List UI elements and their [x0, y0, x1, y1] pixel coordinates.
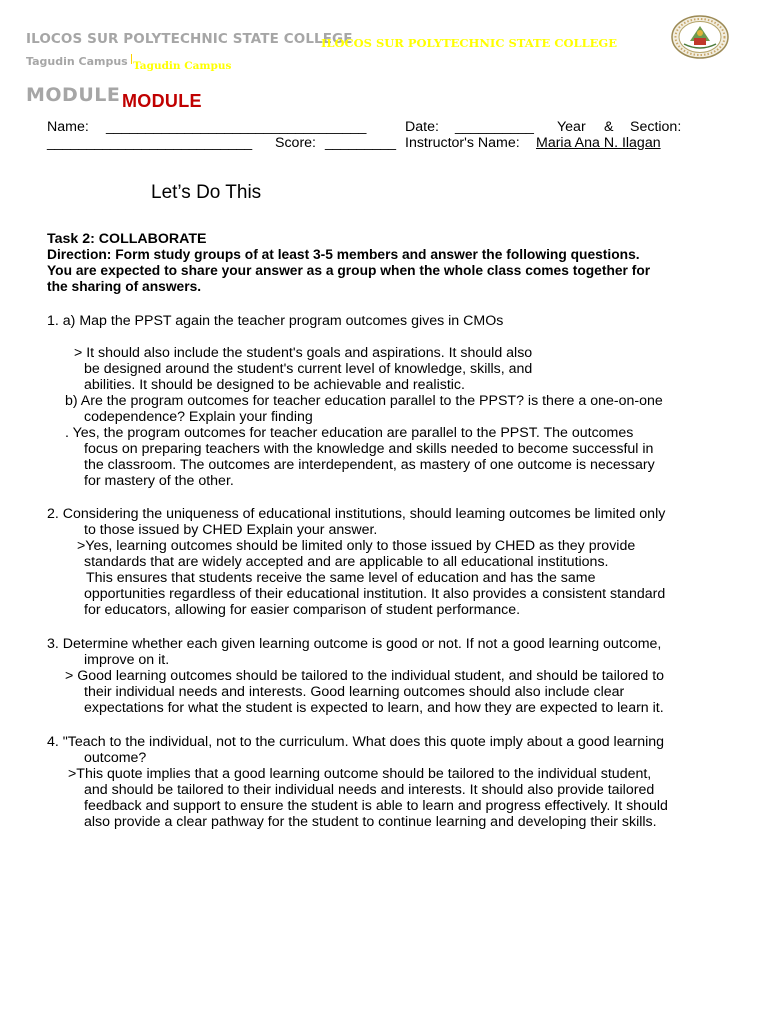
answer-1a-line: be designed around the student's current level of knowledge, skills, and — [84, 361, 533, 377]
answer-4-line: >This quote implies that a good learning outcome should be tailored to the individual student, — [68, 766, 652, 782]
question-1a: 1. a) Map the PPST again the teacher program outcomes gives in CMOs — [47, 313, 504, 329]
name-label: Name: — [47, 119, 89, 135]
college-name-yellow: ILOCOS SUR POLYTECHNIC STATE COLLEGE — [321, 36, 618, 50]
question-2-line: to those issued by CHED Explain your answer. — [84, 522, 378, 538]
campus-name-yellow: Tagudin Campus — [133, 60, 232, 72]
module-label-gray: MODULE — [26, 84, 121, 106]
answer-1b-line: focus on preparing teachers with the knowledge and skills needed to become successful in — [84, 441, 654, 457]
answer-3-line: > Good learning outcomes should be tailored to the individual student, and should be tailored to — [65, 668, 665, 684]
campus-name-gray: Tagudin Campus — [26, 55, 128, 68]
instructor-name: Maria Ana N. Ilagan — [536, 135, 661, 151]
question-1b: b) Are the program outcomes for teacher education parallel to the PPST? is there a one-on-one — [65, 393, 663, 409]
question-2: 2. Considering the uniqueness of educational institutions, should leaming outcomes be limited only — [47, 506, 666, 522]
section-heading: Let’s Do This — [151, 182, 262, 203]
answer-1a-line: > It should also include the student's goals and aspirations. It should also — [74, 345, 533, 361]
question-3-line: improve on it. — [84, 652, 170, 668]
question-1b-line: codependence? Explain your finding — [84, 409, 313, 425]
question-4: 4. "Teach to the individual, not to the curriculum. What does this quote imply about a good learning — [47, 734, 665, 750]
module-label-red: MODULE — [122, 91, 202, 111]
answer-4-line: feedback and support to ensure the student is able to learn and progress effectively. It should — [84, 798, 668, 814]
college-name-gray: ILOCOS SUR POLYTECHNIC STATE COLLEGE — [26, 31, 353, 47]
answer-2-line: for educators, allowing for easier comparison of student performance. — [84, 602, 521, 618]
college-seal-icon — [670, 14, 730, 60]
task-title: Task 2: COLLABORATE — [47, 231, 207, 247]
answer-3-line: expectations for what the student is expected to learn, and how they are expected to learn it. — [84, 700, 664, 716]
answer-4-line: and should be tailored to their individual needs and interests. It should also provide tailored — [84, 782, 655, 798]
direction-line: the sharing of answers. — [47, 279, 202, 294]
question-4-line: outcome? — [84, 750, 147, 766]
section-label: Section: — [630, 119, 682, 135]
answer-1b-line: the classroom. The outcomes are interdependent, as mastery of one outcome is necessary — [84, 457, 655, 473]
answer-1b-line: for mastery of the other. — [84, 473, 234, 489]
answer-1a-line: abilities. It should be designed to be achievable and realistic. — [84, 377, 465, 393]
date-blank[interactable]: __________ — [455, 119, 534, 135]
answer-1b-line: . Yes, the program outcomes for teacher education are parallel to the PPST. The outcomes — [65, 425, 634, 441]
answer-2-line: This ensures that students receive the same level of education and has the same — [86, 570, 596, 586]
score-label: Score: — [275, 135, 317, 151]
direction-line: You are expected to share your answer as a group when the whole class comes together for — [47, 263, 651, 278]
score-blank[interactable]: _________ — [325, 135, 397, 151]
question-3: 3. Determine whether each given learning outcome is good or not. If not a good learning outcome, — [47, 636, 662, 652]
answer-3-line: their individual needs and interests. Good learning outcomes should also include clear — [84, 684, 625, 700]
section-blank[interactable]: __________________________ — [47, 135, 253, 151]
answer-4-line: also provide a clear pathway for the student to continue learning and developing their skills. — [84, 814, 657, 830]
ampersand: & — [604, 119, 614, 135]
instructor-label: Instructor's Name: — [405, 135, 520, 151]
answer-2-line: opportunities regardless of their educational institution. It also provides a consistent standard — [84, 586, 666, 602]
name-blank[interactable]: _________________________________ — [106, 119, 367, 135]
answer-2-line: standards that are widely accepted and are applicable to all educational institutions. — [84, 554, 609, 570]
date-label: Date: — [405, 119, 439, 135]
answer-2-line: >Yes, learning outcomes should be limited only to those issued by CHED as they provide — [77, 538, 636, 554]
year-label: Year — [557, 119, 586, 135]
direction-line: Direction: Form study groups of at least 3-5 members and answer the following questions. — [47, 247, 640, 262]
